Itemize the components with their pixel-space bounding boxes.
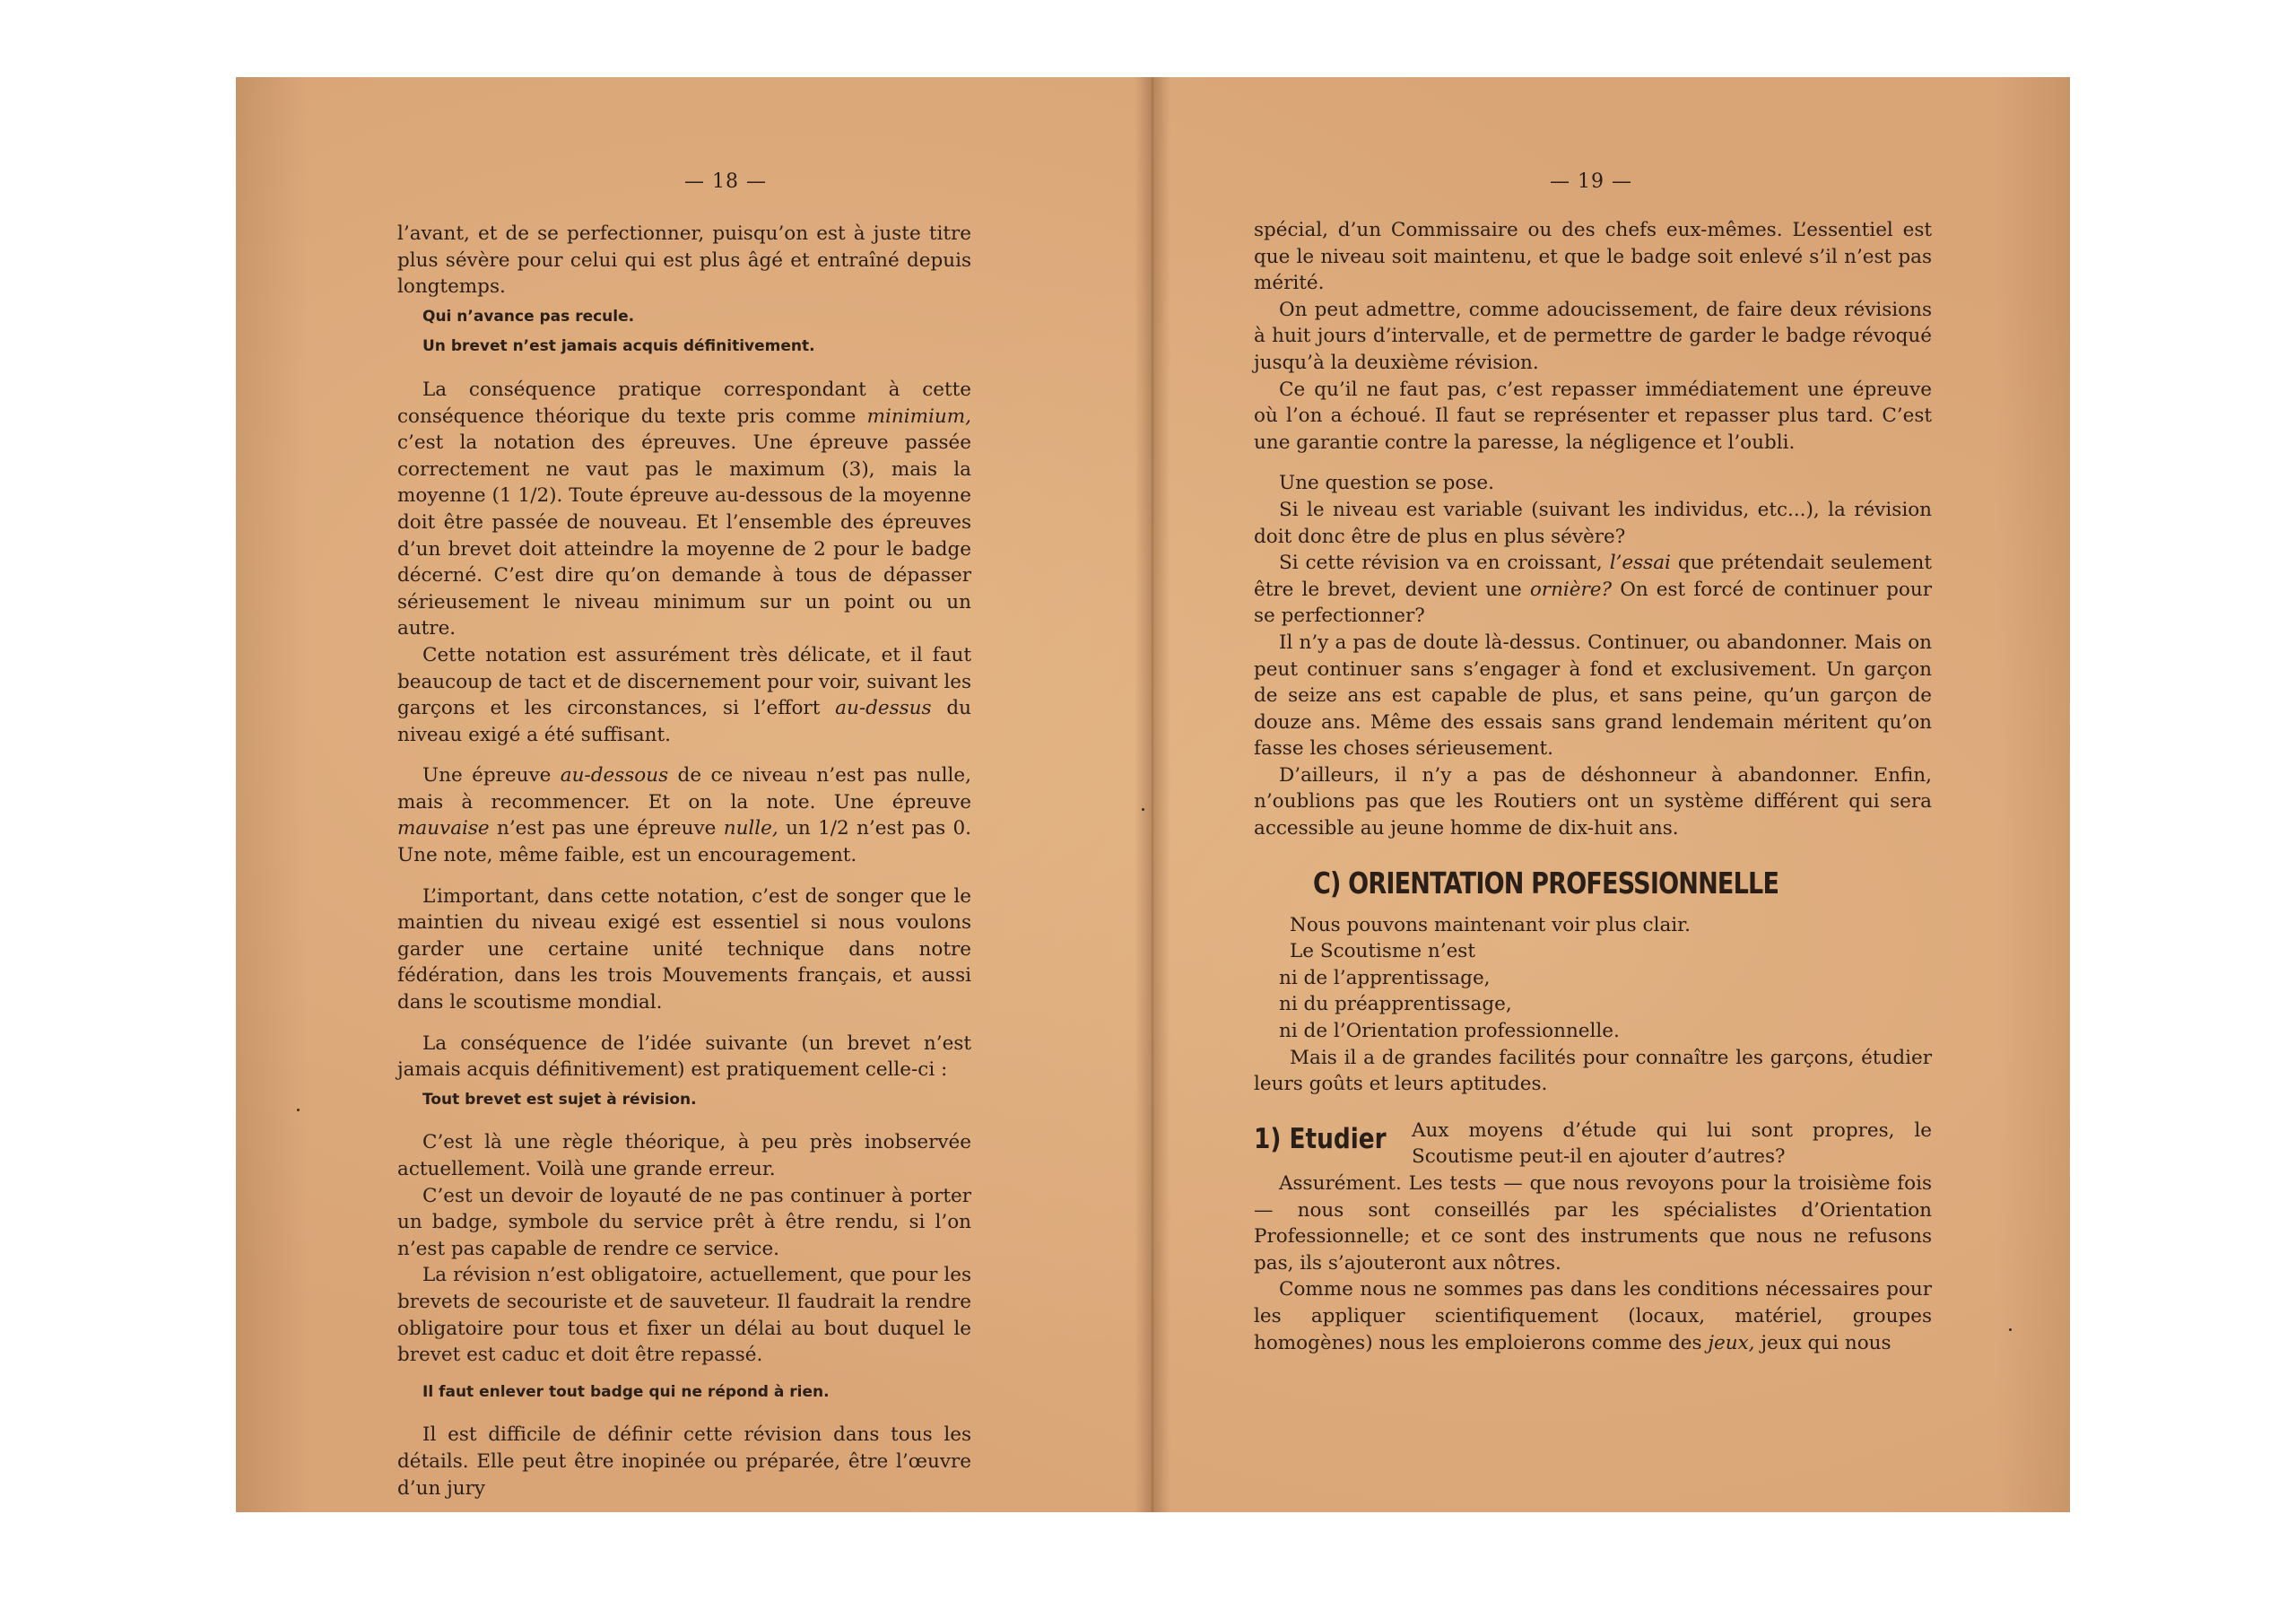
paragraph: D’ailleurs, il n’y a pas de déshonneur à abandonner. Enfin, n’oublions pas que les Routiers ont un système différent qui sera accessible au jeune homme de dix-huit ans. (1254, 763, 1932, 840)
paragraph: Il n’y a pas de doute là-dessus. Continuer, ou abandonner. Mais on peut continuer sans s’engager à fond et exclusivement. Un garçon de seize ans est capable de plus, et sans peine, qu’un garçon de douze ans. Même des essais sans grand lendemain méritent qu’on fasse les choses sérieusement. (1254, 631, 1932, 761)
paragraph: C’est un devoir de loyauté de ne pas continuer à porter un badge, symbole du service prêt à être rendu, si l’on n’est pas capable de rendre ce service. (397, 1184, 971, 1260)
ink-speck (297, 1109, 300, 1111)
paragraph: Ce qu’il ne faut pas, c’est repasser immédiatement une épreuve où l’on a échoué. Il faut se représenter et repasser plus tard. C’est une garantie contre la paresse, la négligence et l’oubli. (1254, 378, 1932, 454)
subsection-label: 1) Etudier (1254, 1122, 1387, 1155)
paragraph: Mais il a de grandes facilités pour connaître les garçons, étudier leurs goûts et leurs aptitudes. (1254, 1046, 1932, 1096)
left-text-column (397, 221, 971, 1501)
subsection (1254, 1118, 1932, 1171)
paragraph: On peut admettre, comme adoucissement, de faire deux révisions à huit jours d’intervalle, et de permettre de garder le badge révoqué jusqu’à la deuxième révision. (1254, 298, 1932, 374)
page-number: — 18 — (684, 170, 767, 193)
book-spread (236, 77, 2070, 1512)
paragraph: Cette notation est assurément très délicate, et il faut beaucoup de tact et de discernement pour voir, suivant les garçons et les circonstances, si l’effort au-dessus du niveau exigé a été suffisant. (397, 643, 972, 746)
paragraph: l’avant, et de se perfectionner, puisqu’on est à juste titre plus sévère pour celui qui est plus âgé et entraîné depuis longtemps. (397, 222, 971, 299)
paragraph: Il est difficile de définir cette révision dans tous les détails. Elle peut être inopinée ou préparée, être l’œuvre d’un jury (397, 1423, 971, 1500)
section-heading: C) ORIENTATION PROFESSIONNELLE (1313, 865, 1779, 901)
paragraph: Une question se pose. (1279, 472, 1494, 495)
paragraph: L’important, dans cette notation, c’est de songer que le maintien du niveau exigé est essentiel si nous voulons garder une certaine unité technique dans notre fédération, dans les trois Mouvements français, et aussi dans le scoutisme mondial. (397, 884, 971, 1014)
page-left (236, 77, 1151, 1512)
maxim: Tout brevet est sujet à révision. (422, 1090, 697, 1109)
list-item: ni du préapprentissage, (1279, 993, 1512, 1016)
page-number: — 19 — (1550, 170, 1632, 193)
right-text-column (1254, 217, 1932, 1356)
paragraph: Nous pouvons maintenant voir plus clair. (1290, 913, 1691, 936)
paragraph: Si cette révision va en croissant, l’essai que prétendait seulement être le brevet, devient une ornière? On est forcé de continuer pour se perfectionner? (1254, 552, 1932, 628)
paragraph: La conséquence pratique correspondant à cette conséquence théorique du texte pris comme minimium, c’est la notation des épreuves. Une épreuve passée correctement ne vaut pas le maximum (3), mais la moyenne (1 1/2). Toute épreuve au-dessous de la moyenne doit être passée de nouveau. Et l’ensemble des épreuves d’un brevet doit atteindre la moyenne de 2 pour le badge décerné. C’est dire qu’on demande à tous de dépasser sérieusement le niveau minimum sur un point ou un autre. (397, 378, 971, 640)
paragraph: Une épreuve au-dessous de ce niveau n’est pas nulle, mais à recommencer. Et on la note. Une épreuve mauvaise n’est pas une épreuve nulle, un 1/2 n’est pas 0. Une note, même faible, est un encouragement. (397, 764, 971, 867)
paragraph: Assurément. Les tests — que nous revoyons pour la troisième fois — nous sont conseillés par les spécialistes d’Orientation Professionnelle; et ce sont des instruments que nous ne refusons pas, ils s’ajouteront aux nôtres. (1254, 1172, 1932, 1275)
page-right (1155, 77, 2070, 1512)
paragraph: spécial, d’un Commissaire ou des chefs eux-mêmes. L’essentiel est que le niveau soit maintenu, et que le badge soit enlevé s’il n’est pas mérité. (1254, 219, 1932, 295)
ink-speck (2009, 1328, 2012, 1331)
subsection-intro: Aux moyens d’étude qui lui sont propres, le Scoutisme peut-il en ajouter d’autres? (1412, 1118, 1932, 1169)
paragraph: Si le niveau est variable (suivant les individus, etc...), la révision doit donc être de plus en plus sévère? (1254, 498, 1932, 548)
ink-speck (1142, 808, 1144, 811)
paragraph: Comme nous ne sommes pas dans les conditions nécessaires pour les appliquer scientifiquement (locaux, matériel, groupes homogènes) nous les emploierons comme des jeux, jeux qui nous (1254, 1278, 1932, 1354)
maxim: Un brevet n’est jamais acquis définitivement. (422, 337, 815, 356)
paragraph: Le Scoutisme n’est (1290, 940, 1475, 963)
list-item: ni de l’Orientation professionnelle. (1279, 1020, 1620, 1043)
maxim: Il faut enlever tout badge qui ne répond à rien. (422, 1382, 830, 1401)
paragraph: La révision n’est obligatoire, actuellement, que pour les brevets de secouriste et de sauveteur. Il faudrait la rendre obligatoire pour tous et fixer un délai au bout duquel le brevet est caduc et doit être repassé. (397, 1264, 971, 1367)
list-item: ni de l’apprentissage, (1279, 966, 1491, 989)
maxim: Qui n’avance pas recule. (422, 307, 635, 326)
paragraph: C’est là une règle théorique, à peu près inobservée actuellement. Voilà une grande erreur. (397, 1131, 971, 1180)
paragraph: La conséquence de l’idée suivante (un brevet n’est jamais acquis définitivement) est pratiquement celle-ci : (397, 1031, 971, 1082)
